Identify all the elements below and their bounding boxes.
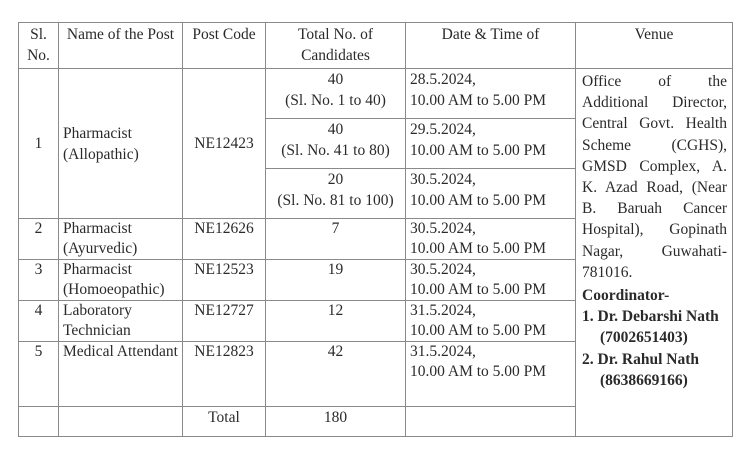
empty-cell [59, 407, 183, 437]
datetime-cell [406, 119, 576, 169]
time: 10.00 AM to 5.00 PM [410, 322, 547, 339]
candidate-count: 40 [327, 121, 344, 138]
datetime-cell [406, 219, 576, 260]
venue-address: Office of the Additional Director, Central Govt. Health Scheme (CGHS), GMSD Complex, A. K. Azad Road, (Near B. Baruah Cancer Hospital), Gopinath Nagar, Guwahati-781016. [582, 73, 727, 281]
interview-schedule-table [18, 22, 733, 437]
post-name-cell: Medical Attendant [59, 342, 183, 407]
header-name: Name of the Post [59, 23, 183, 69]
datetime-cell [406, 301, 576, 342]
coordinator-name: 1. Dr. Debarshi Nath [582, 308, 719, 326]
candidate-count: 40 [327, 71, 344, 88]
header-sl-no: Sl. No. [19, 23, 59, 69]
coordinator-1 [582, 306, 727, 348]
post-name-cell: Laboratory Technician [59, 301, 183, 342]
time: 10.00 AM to 5.00 PM [410, 142, 547, 159]
total-value: 180 [266, 407, 406, 437]
datetime-cell [406, 342, 576, 407]
date: 30.5.2024, [410, 220, 476, 237]
candidate-range: (Sl. No. 41 to 80) [281, 142, 390, 159]
header-code: Post Code [183, 23, 266, 69]
candidate-range: (Sl. No. 1 to 40) [285, 92, 386, 109]
header-venue: Venue [576, 23, 733, 69]
coordinator-phone: (7002651403) [600, 329, 688, 347]
datetime-cell [406, 169, 576, 219]
date: 30.5.2024, [410, 171, 476, 188]
time: 10.00 AM to 5.00 PM [410, 192, 547, 209]
candidates-cell: 7 [266, 219, 406, 260]
post-code-cell: NE12423 [183, 69, 266, 219]
time: 10.00 AM to 5.00 PM [410, 363, 547, 380]
table-row [19, 69, 733, 119]
post-name-cell: Pharmacist (Ayurvedic) [59, 219, 183, 260]
sl-cell: 5 [19, 342, 59, 407]
date: 31.5.2024, [410, 302, 476, 319]
candidates-cell [266, 119, 406, 169]
time: 10.00 AM to 5.00 PM [410, 281, 547, 298]
candidates-cell: 19 [266, 260, 406, 301]
sl-cell: 2 [19, 219, 59, 260]
datetime-cell [406, 69, 576, 119]
time: 10.00 AM to 5.00 PM [410, 92, 547, 109]
post-name-cell: Pharmacist (Homoeopathic) [59, 260, 183, 301]
sl-cell: 1 [19, 69, 59, 219]
venue-cell [576, 69, 733, 437]
empty-cell [19, 407, 59, 437]
total-label: Total [183, 407, 266, 437]
candidates-cell [266, 169, 406, 219]
post-code-cell: NE12523 [183, 260, 266, 301]
coordinator-title: Coordinator- [582, 287, 670, 305]
post-name-cell: Pharmacist (Allopathic) [59, 69, 183, 219]
candidate-range: (Sl. No. 81 to 100) [277, 192, 394, 209]
coordinator-2 [582, 349, 727, 391]
time: 10.00 AM to 5.00 PM [410, 240, 547, 257]
coordinator-name: 2. Dr. Rahul Nath [582, 350, 699, 368]
sl-cell: 3 [19, 260, 59, 301]
empty-cell [406, 407, 576, 437]
post-code-cell: NE12626 [183, 219, 266, 260]
candidate-count: 20 [327, 171, 344, 188]
date: 28.5.2024, [410, 71, 476, 88]
candidates-cell: 12 [266, 301, 406, 342]
date: 29.5.2024, [410, 121, 476, 138]
post-code-cell: NE12727 [183, 301, 266, 342]
datetime-cell [406, 260, 576, 301]
post-code-cell: NE12823 [183, 342, 266, 407]
candidates-cell [266, 69, 406, 119]
date: 31.5.2024, [410, 343, 476, 360]
date: 30.5.2024, [410, 261, 476, 278]
candidates-cell: 42 [266, 342, 406, 407]
header-row [19, 23, 733, 69]
sl-cell: 4 [19, 301, 59, 342]
header-datetime: Date & Time of [406, 23, 576, 69]
coordinator-phone: (8638669166) [600, 371, 688, 389]
header-candidates: Total No. of Candidates [266, 23, 406, 69]
